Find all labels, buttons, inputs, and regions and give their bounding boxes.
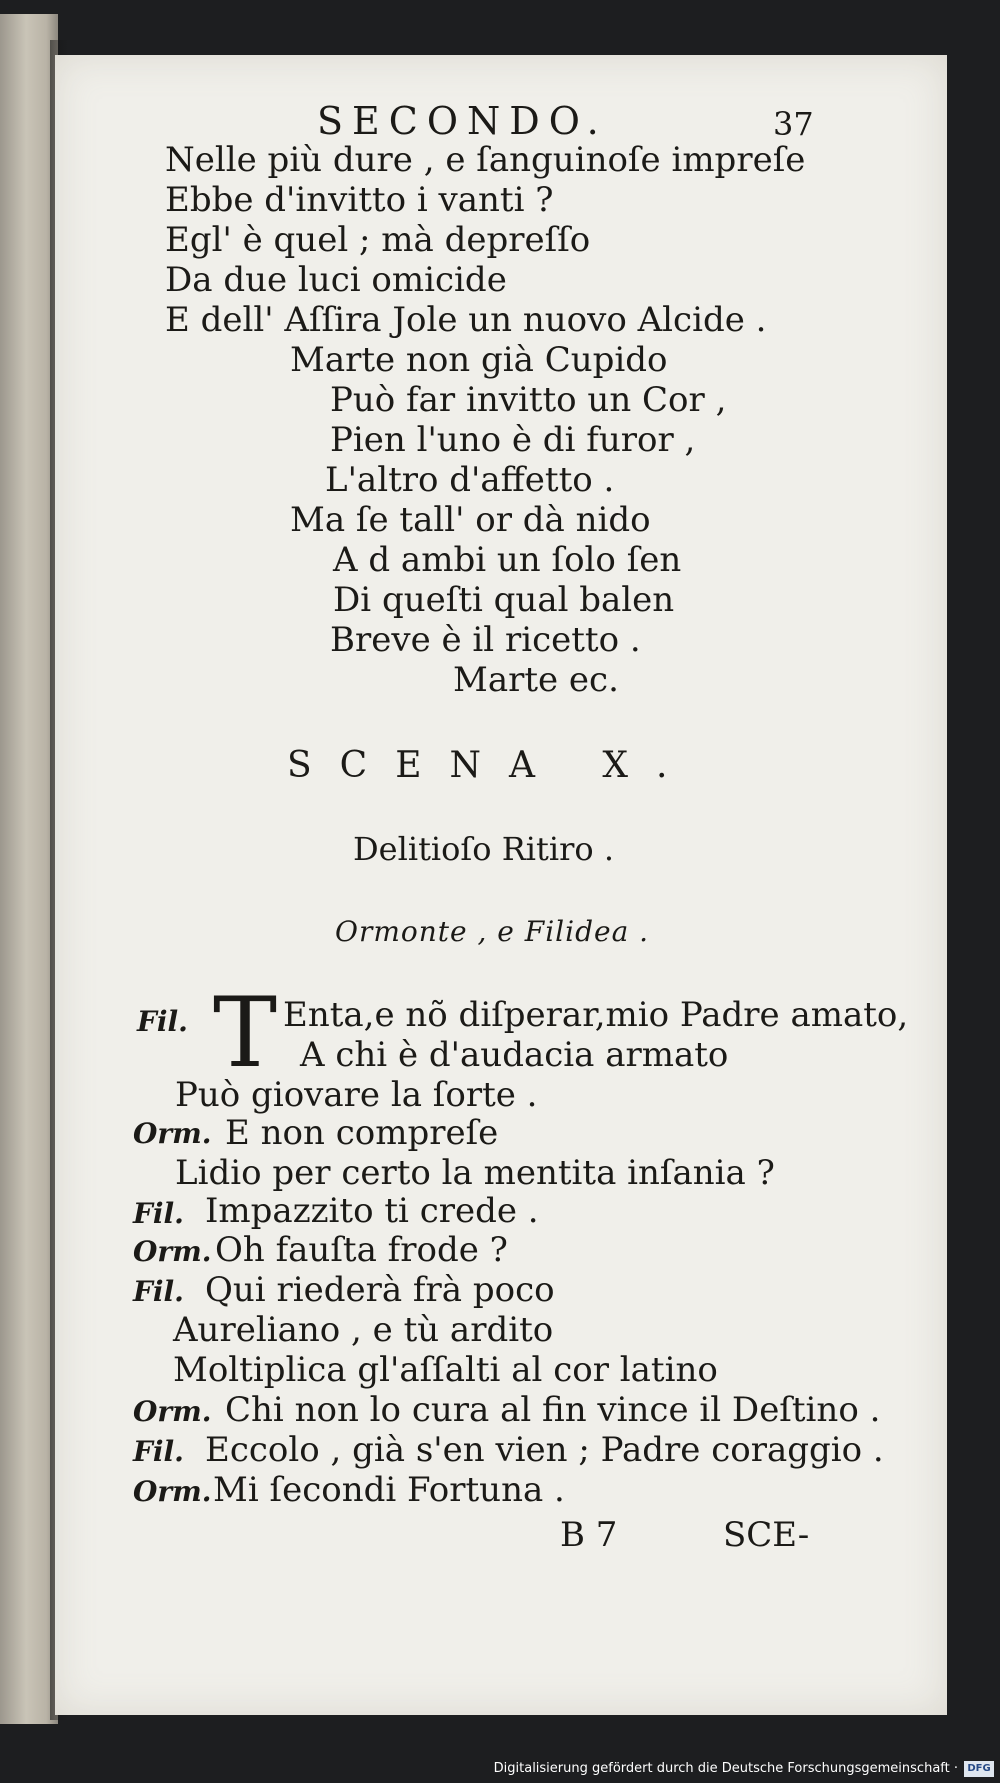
digitization-credit: Digitalisierung gefördert durch die Deutsche Forschungsgemeinschaft · <box>0 1755 1000 1783</box>
verse-line: E dell' Aſſira Jole un nuovo Alcide . <box>165 300 767 340</box>
speaker-label: Fil. <box>133 1275 184 1308</box>
aria-line: Può far invitto un Cor , <box>330 380 727 420</box>
dialogue-line: Aureliano , e tù ardito <box>173 1310 554 1350</box>
dialogue-line: Moltiplica gl'aſſalti al cor latino <box>173 1350 718 1390</box>
drop-cap: T <box>213 977 278 1089</box>
aria-refrain: Marte ec. <box>453 660 619 700</box>
scene-characters: Ormonte , e Filidea . <box>335 915 650 948</box>
page-number: 37 <box>773 105 814 143</box>
dialogue-line: E non compreſe <box>225 1113 499 1153</box>
dialogue-line: Mi ſecondi Fortuna . <box>213 1470 565 1510</box>
speaker-label: Orm. <box>133 1117 212 1150</box>
aria-line: Marte non già Cupido <box>290 340 668 380</box>
aria-line: Di queſti qual balen <box>333 580 675 620</box>
dialogue-line: Oh fauſta frode ? <box>215 1230 508 1270</box>
dfg-logo: DFG <box>964 1761 994 1777</box>
dialogue-line: Enta,e nõ diſperar,mio Padre amato, <box>283 995 909 1035</box>
scene-title: SCENA X. <box>287 745 696 786</box>
speaker-label: Fil. <box>137 1005 188 1038</box>
dialogue-line: A chi è d'audacia armato <box>300 1035 729 1075</box>
dialogue-line: Eccolo , già s'en vien ; Padre coraggio . <box>205 1430 884 1470</box>
dialogue-line: Qui riederà frà poco <box>205 1270 555 1310</box>
dialogue-line: Chi non lo cura al fin vince il Deſtino . <box>225 1390 881 1430</box>
speaker-label: Fil. <box>133 1435 184 1468</box>
dialogue-line: Lidio per certo la mentita inſania ? <box>175 1153 775 1193</box>
aria-line: L'altro d'affetto . <box>325 460 615 500</box>
verse-line: Nelle più dure , e ſanguinoſe impreſe <box>165 140 806 180</box>
speaker-label: Orm. <box>133 1475 212 1508</box>
verse-line: Ebbe d'invitto i vanti ? <box>165 180 554 220</box>
verse-line: Egl' è quel ; mà depreſſo <box>165 220 591 260</box>
speaker-label: Orm. <box>133 1235 212 1268</box>
dialogue-line: Impazzito ti crede . <box>205 1191 539 1231</box>
catchword: SCE- <box>723 1515 810 1555</box>
aria-line: Breve è il ricetto . <box>330 620 641 660</box>
book-page <box>55 55 947 1715</box>
speaker-label: Orm. <box>133 1395 212 1428</box>
running-title: SECONDO. <box>317 99 608 143</box>
aria-line: A d ambi un ſolo ſen <box>333 540 682 580</box>
dialogue-line: Può giovare la ſorte . <box>175 1075 538 1115</box>
signature-mark: B 7 <box>560 1515 618 1555</box>
speaker-label: Fil. <box>133 1197 184 1230</box>
scene-location: Delitioſo Ritiro . <box>353 830 615 868</box>
aria-line: Ma ſe tall' or dà nido <box>290 500 651 540</box>
verse-line: Da due luci omicide <box>165 260 507 300</box>
aria-line: Pien l'uno è di furor , <box>330 420 696 460</box>
